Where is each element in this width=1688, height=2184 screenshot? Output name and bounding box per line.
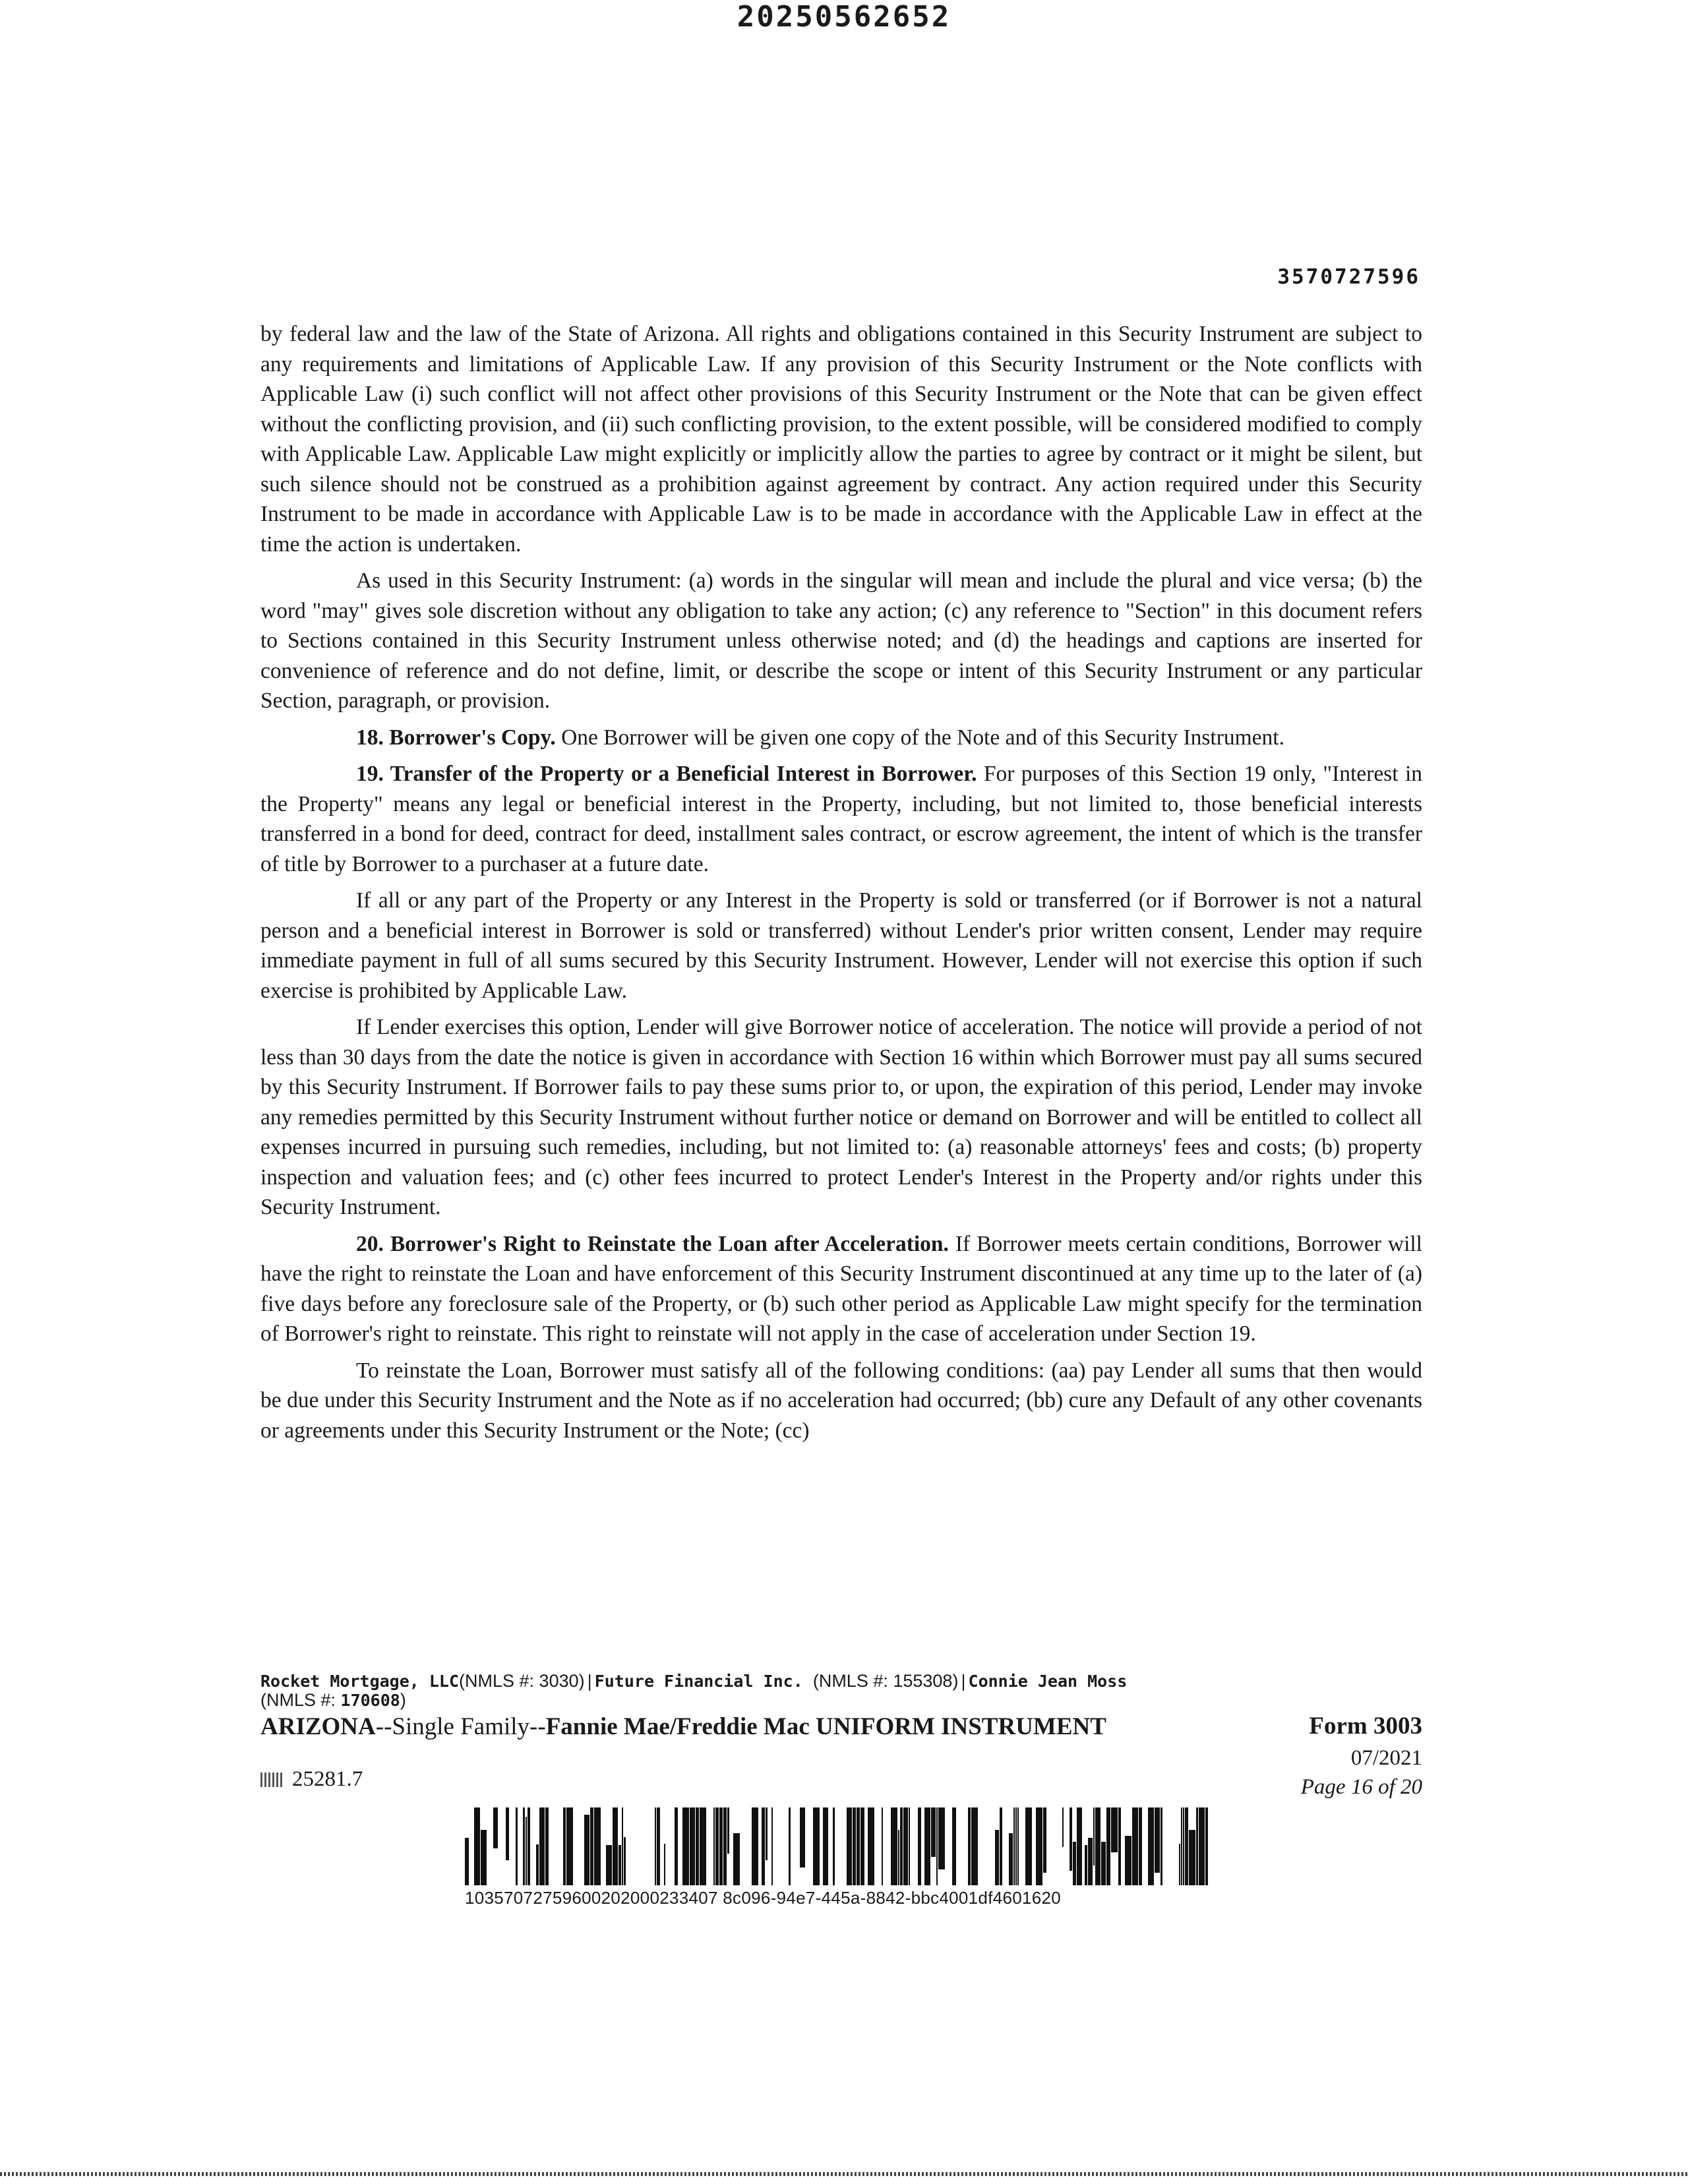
- barcode-bar: [1000, 1807, 1002, 1885]
- barcode-bar: [800, 1807, 805, 1867]
- barcode-bar: [465, 1838, 469, 1885]
- document-code-text: 25281.7: [292, 1767, 363, 1791]
- barcode-bar: [618, 1845, 621, 1885]
- barcode-bar: [715, 1807, 719, 1885]
- barcode-bar: [891, 1807, 897, 1885]
- loan-number: 3570727596: [1277, 265, 1420, 289]
- lender-nmls: (NMLS #: 3030): [459, 1671, 585, 1691]
- barcode-bar: [655, 1807, 656, 1885]
- document-code: [260, 1767, 363, 1792]
- barcode-bar: [1017, 1807, 1019, 1885]
- barcode-bar: [931, 1807, 936, 1857]
- barcode-bar: [657, 1807, 660, 1885]
- barcode-bar: [1025, 1807, 1032, 1885]
- section-19: [260, 759, 1422, 879]
- broker-name: Future Financial Inc.: [594, 1672, 803, 1691]
- barcode-bar: [523, 1807, 525, 1885]
- barcode-bar: [493, 1807, 498, 1848]
- barcode-bar: [526, 1817, 527, 1885]
- barcode-bar: [860, 1807, 864, 1885]
- barcode-bar: [594, 1807, 601, 1885]
- paragraph-definitions: As used in this Security Instrument: (a) words in the singular will mean and include the plural and vice versa; (b) the word "may" gives sole discretion without any obligation to take any action; (c) any reference to "Section" in this document refers to Sections contained in this Security Instrument unless otherwise noted; and (d) the headings and captions are inserted for convenience of reference and do not define, limit, or describe the scope or intent of this Security Instrument or any particular Section, paragraph, or provision.: [260, 568, 1422, 713]
- barcode-bar: [995, 1830, 999, 1885]
- barcode-bar: [1199, 1807, 1205, 1885]
- form-number: Form 3003: [1309, 1713, 1422, 1740]
- barcode-bar: [481, 1830, 487, 1885]
- recording-number: 20250562652: [737, 0, 951, 34]
- section-18-text: One Borrower will be given one copy of the Note and of this Security Instrument.: [555, 725, 1284, 750]
- form-title: [260, 1712, 1422, 1742]
- barcode-bar: [590, 1807, 593, 1885]
- vendor-logo-icon: [260, 1773, 283, 1787]
- barcode-bar: [733, 1833, 740, 1885]
- barcode-bar: [789, 1807, 791, 1885]
- barcode-bar: [696, 1807, 699, 1885]
- barcode-bar: [584, 1815, 589, 1885]
- section-20: [260, 1229, 1422, 1349]
- barcode-bar: [1181, 1807, 1182, 1885]
- footer-lenders: Rocket Mortgage, LLC(NMLS #: 3030)|Future Financial Inc. (NMLS #: 155308)|Connie Jean Moss (NMLS #: 170608): [260, 1671, 1128, 1710]
- barcode-bar: [1196, 1807, 1198, 1885]
- originator-name: Connie Jean Moss: [968, 1672, 1128, 1691]
- scan-edge-line: [0, 2172, 1688, 2176]
- paragraph-20-conditions: To reinstate the Loan, Borrower must satisfy all of the following conditions: (aa) pay Lender all sums that then would be due under this Security Instrument and the Note as if no acceleration had occurred; (bb) cure any Default of any other covenants or agreements under this Security Instrument or the Note; (cc): [260, 1358, 1422, 1443]
- section-20-heading: 20. Borrower's Right to Reinstate the Loan after Acceleration.: [356, 1231, 949, 1256]
- barcode-bar: [766, 1807, 768, 1860]
- barcode-bar: [539, 1807, 545, 1885]
- barcode-bar: [1088, 1838, 1093, 1885]
- section-18-heading: 18. Borrower's Copy.: [356, 725, 556, 750]
- barcode-bar: [1036, 1807, 1042, 1885]
- barcode-bar: [868, 1807, 874, 1885]
- barcode-bar: [1095, 1807, 1100, 1885]
- barcode-bar: [762, 1807, 765, 1885]
- barcode-bar: [833, 1807, 835, 1885]
- barcode-bar: [1205, 1807, 1208, 1885]
- barcode-bar: [563, 1807, 566, 1885]
- barcode-bar: [909, 1807, 910, 1885]
- barcode-bar: [700, 1807, 706, 1885]
- paragraph-19-transfer: If all or any part of the Property or any Interest in the Property is sold or transferred (or if Borrower is not a natural person and a beneficial interest in Borrower is sold or transferred) without Lender's prior written consent, Lender may require immediate payment in full of all sums secured by this Security Instrument. However, Lender will not exercise this option if such exercise is prohibited by Applicable Law.: [260, 888, 1422, 1003]
- barcode-bar: [727, 1807, 729, 1854]
- barcode-bar: [1062, 1807, 1064, 1847]
- barcode-text: 10357072759600202000233407 8c096-94e7-445a-8842-bbc4001df4601620: [465, 1888, 1062, 1908]
- barcode-bar: [898, 1830, 899, 1885]
- barcode-bar: [847, 1807, 852, 1885]
- page-number: Page 16 of 20: [1300, 1775, 1422, 1799]
- paragraph-19-acceleration: If Lender exercises this option, Lender will give Borrower notice of acceleration. The notice will provide a period of not less than 30 days from the date the notice is given in accordance with Section 16 within which Borrower must pay all sums secured by this Security Instrument. If Borrower fails to pay these sums prior to, or upon, the expiration of this period, Lender may invoke any remedies permitted by this Security Instrument without further notice or demand on Borrower and will be entitled to collect all expenses incurred in pursuing such remedies, including, but not limited to: (a) reasonable attorneys' fees and costs; (b) property inspection and valuation fees; and (c) other fees incurred to protect Lender's Interest in the Property and/or rights under this Security Instrument.: [260, 1015, 1422, 1219]
- barcode-bar: [1125, 1836, 1131, 1885]
- section-18: [260, 723, 1422, 753]
- barcode-bar: [474, 1807, 480, 1885]
- barcode-bar: [606, 1845, 612, 1885]
- broker-nmls: (NMLS #: 155308): [812, 1671, 959, 1691]
- barcode-bar: [882, 1807, 883, 1885]
- section-19-text: For purposes of this Section 19 only, "Interest in the Property" means any legal or beneficial interest in the Property, including, but not limited to, those beneficial interests transferred in a bond for deed, contract for deed, installment sales contract, or escrow agreement, the intent of which is the transfer of title by Borrower to a purchaser at a future date.: [260, 762, 1422, 876]
- barcode-bar: [853, 1807, 856, 1885]
- barcode-bar: [1085, 1845, 1087, 1885]
- barcode-bar: [1189, 1830, 1195, 1885]
- barcode-bar: [1132, 1807, 1138, 1885]
- barcode-bar: [624, 1837, 626, 1885]
- barcode-bar: [1077, 1807, 1082, 1885]
- barcode-bar: [1101, 1842, 1106, 1885]
- barcode-bar: [903, 1807, 908, 1885]
- barcode-bar: [813, 1807, 820, 1885]
- barcode-bar: [1043, 1807, 1046, 1873]
- barcode-bar: [752, 1807, 758, 1885]
- barcode-bar: [823, 1807, 828, 1885]
- barcode-bar: [952, 1807, 956, 1885]
- barcode-bar: [1015, 1807, 1017, 1885]
- barcode-bar: [1111, 1807, 1118, 1852]
- barcode-bar: [936, 1807, 938, 1885]
- form-title-rest: Fannie Mae/Freddie Mac UNIFORM INSTRUMENT: [545, 1713, 1106, 1740]
- document-body: [260, 319, 1422, 1452]
- barcode-bar: [664, 1844, 665, 1885]
- barcode-bar: [924, 1807, 930, 1885]
- barcode: [465, 1807, 1208, 1885]
- barcode-bar: [918, 1807, 921, 1885]
- barcode-bar: [771, 1807, 773, 1885]
- barcode-bar: [719, 1807, 723, 1885]
- barcode-bar: [713, 1807, 715, 1885]
- barcode-bar: [1185, 1807, 1188, 1885]
- barcode-bar: [857, 1807, 860, 1885]
- lender-name: Rocket Mortgage, LLC: [260, 1672, 460, 1691]
- form-date: 07/2021: [1350, 1746, 1422, 1770]
- barcode-bar: [1073, 1842, 1076, 1885]
- form-title-mid: --Single Family--: [375, 1713, 546, 1740]
- barcode-bar: [506, 1807, 509, 1860]
- barcode-bar: [1106, 1807, 1110, 1885]
- barcode-bar: [622, 1807, 623, 1885]
- originator-nmls-value: 170608: [340, 1691, 400, 1710]
- barcode-bar: [1093, 1807, 1095, 1866]
- originator-nmls-end: ): [400, 1690, 406, 1710]
- barcode-bar: [675, 1807, 678, 1885]
- barcode-bar: [682, 1807, 689, 1885]
- paragraph-applicable-law: by federal law and the law of the State of Arizona. All rights and obligations contained in this Security Instrument are subject to any requirements and limitations of Applicable Law. If any provision of this Security Instrument or the Note conflicts with Applicable Law (i) such conflict will not affect other provisions of this Security Instrument or the Note that can be given effect without the conflicting provision, and (ii) such conflicting provision, to the extent possible, will be considered modified to comply with Applicable Law. Applicable Law might explicitly or implicitly allow the parties to agree by contract or it might be silent, but such silence should not be construed as a prohibition against agreement by contract. Any action required under this Security Instrument to be made in accordance with Applicable Law is to be made in accordance with the Applicable Law in effect at the time the action is undertaken.: [260, 322, 1422, 557]
- barcode-bar: [1148, 1807, 1154, 1885]
- barcode-bar: [1179, 1844, 1180, 1885]
- barcode-bar: [566, 1807, 573, 1885]
- barcode-bar: [938, 1807, 945, 1869]
- barcode-bar: [971, 1807, 978, 1885]
- barcode-bar: [900, 1807, 903, 1885]
- barcode-bar: [1160, 1807, 1162, 1885]
- barcode-bar: [1070, 1807, 1072, 1871]
- section-19-heading: 19. Transfer of the Property or a Beneficial Interest in Borrower.: [356, 762, 977, 786]
- barcode-bar: [516, 1807, 518, 1885]
- originator-nmls-label: (NMLS #:: [260, 1690, 341, 1710]
- barcode-bar: [690, 1807, 695, 1885]
- barcode-bar: [1139, 1807, 1142, 1885]
- barcode-bar: [1155, 1807, 1160, 1873]
- barcode-bar: [1013, 1807, 1015, 1885]
- barcode-bar: [613, 1807, 618, 1885]
- form-title-state: ARIZONA: [260, 1713, 376, 1740]
- section-20-text: If Borrower meets certain conditions, Borrower will have the right to reinstate the Loan and have enforcement of this Security Instrument discontinued at any time up to the later of (a) five days before any foreclosure sale of the Property, or (b) such other period as Applicable Law might specify for the termination of Borrower's right to reinstate. This right to reinstate will not apply in the case of acceleration under Section 19.: [260, 1231, 1422, 1346]
- barcode-bar: [1118, 1807, 1121, 1885]
- barcode-bar: [723, 1807, 727, 1885]
- barcode-bar: [545, 1807, 549, 1885]
- barcode-bar: [1183, 1807, 1184, 1885]
- barcode-bar: [1009, 1833, 1013, 1885]
- barcode-bar: [528, 1807, 530, 1885]
- barcode-bar: [536, 1844, 539, 1885]
- barcode-bar: [968, 1807, 971, 1885]
